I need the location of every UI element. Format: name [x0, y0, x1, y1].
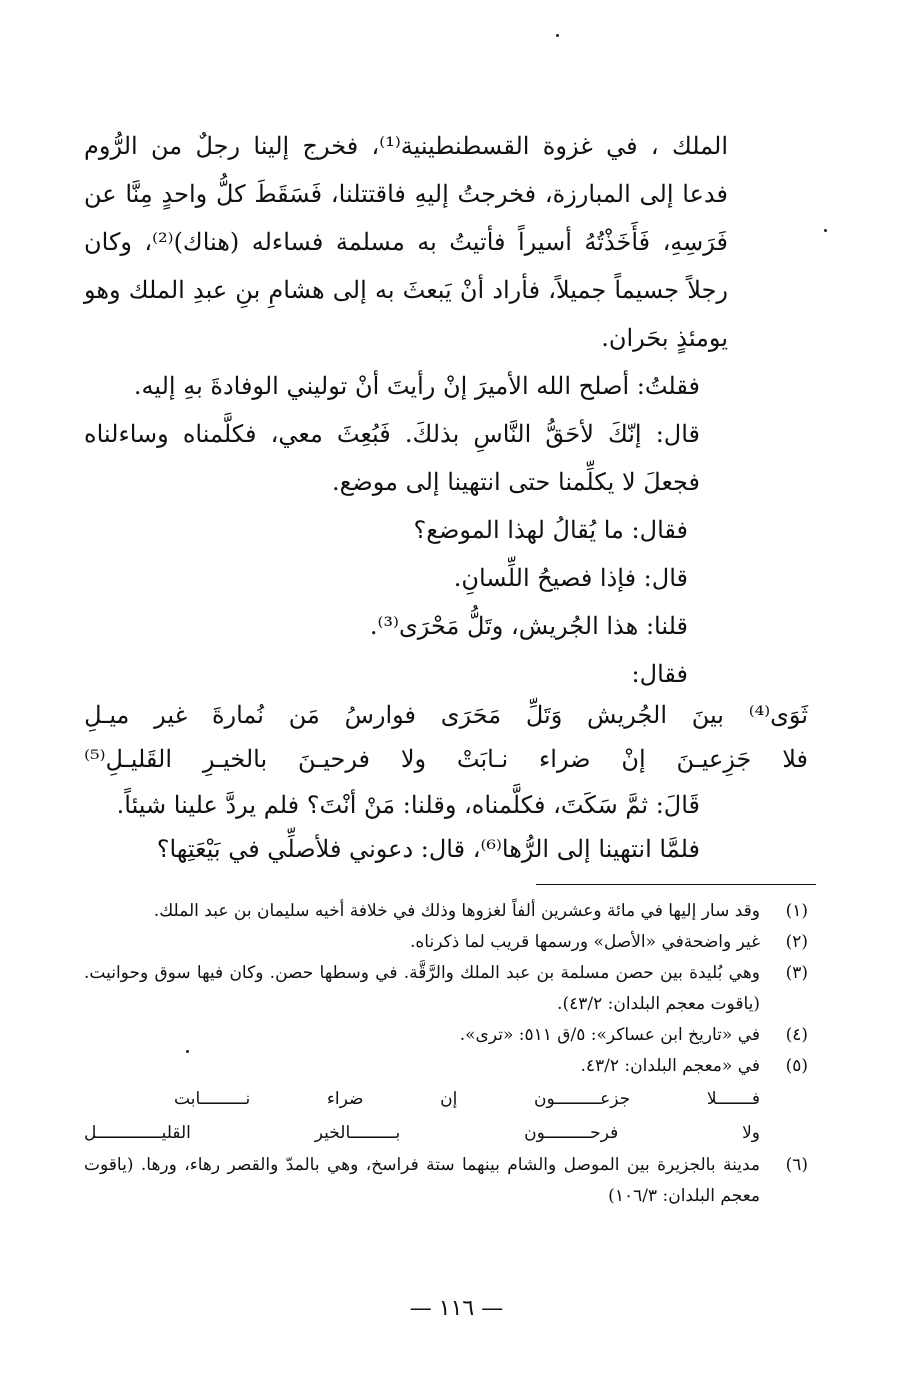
footnote-verse-line-2: [84, 1116, 760, 1150]
poem-word: القَليـلِ⁽⁵⁾: [84, 745, 173, 773]
dialogue-line: قلنا: هذا الجُريش، وتَلُّ مَحْرَى⁽³⁾.: [369, 612, 688, 640]
footnote-2: [84, 927, 808, 958]
verse-word: نـــــــــابت: [174, 1089, 251, 1109]
footnote-text: وقد سار إليها في مائة وعشرين ألفاً لغزوها وذلك في خلافة أخيه سليمان بن عبد الملك.: [153, 901, 760, 921]
verse-word: جزعـــــــــون: [534, 1089, 631, 1109]
text-line: إلى المبارزة، فخرجتُ إليهِ فاقتتلنا، فَسَقَطَ كلُّ واحدٍ مِنَّا عن فَرَسِهِ،: [84, 180, 728, 256]
poem: [84, 693, 808, 781]
dialogue-line: فقلتُ: أصلح الله الأميرَ إنْ رأيتَ أنْ توليني الوفادةَ بهِ إليه.: [133, 372, 700, 400]
scan-speck: [824, 229, 827, 232]
footnote-number: (٤): [785, 1025, 808, 1045]
text-line: جسيماً جميلاً، فأراد أنْ يَبعثَ به إلى هشامِ بنِ عبدِ الملك وهو يومئذٍ: [84, 276, 728, 352]
verse-word: ضراء: [326, 1089, 364, 1109]
verse-word: القليـــــــــــــل: [84, 1123, 191, 1143]
dialogue-line: فقال: ما يُقالُ لهذا الموضع؟: [413, 516, 688, 544]
after-poem-text: [84, 783, 728, 871]
dialogue-line: قال: فإذا فصيحُ اللِّسانِ.: [453, 564, 688, 592]
dialogue-line: فقال:: [631, 660, 688, 688]
poem-word: ثَوَى⁽⁴⁾: [748, 701, 808, 729]
text-line: قال: إنّكَ لأحَقُّ النَّاسِ بذلكَ. فَبُعِثَ معي، فكلَّمناه وساءلناه فجعلَ: [84, 420, 700, 496]
poem-word: فرحيـنَ: [297, 745, 371, 773]
scan-speck: [556, 34, 559, 37]
poem-word: ميـلِ: [84, 701, 130, 729]
text-line: الملك ، في غزوة القسطنطينية⁽¹⁾، فخرج إلينا رجلٌ من الرُّوم فدعا: [84, 132, 728, 208]
poem-word: فلا: [782, 745, 808, 773]
text-line: لا يكلِّمنا حتى انتهينا إلى موضع.: [331, 468, 636, 496]
footnote-6: [84, 1150, 808, 1212]
footnote-number: (٣): [785, 963, 808, 983]
poem-word: فوارسُ: [344, 701, 416, 729]
footnote-5: [84, 1051, 808, 1082]
poem-word: مَحَرَى: [440, 701, 502, 729]
footnote-verse-line-1: [84, 1082, 760, 1116]
verse-word: إن: [440, 1089, 458, 1109]
footnote-text: في «تاريخ ابن عساكر»: ٥/ق ٥١١: «ترى».: [459, 1025, 760, 1045]
footnote-4: [84, 1020, 808, 1051]
verse-word: فـــــــلا: [706, 1089, 760, 1109]
footnote-number: (١): [785, 901, 808, 921]
footnotes: [84, 896, 808, 1212]
footnote-number: (٢): [785, 932, 808, 952]
poem-word: وَتَلِّ: [525, 701, 563, 729]
footnote-text: غير واضحةفي «الأصل» ورسمها قريب لما ذكرناه.: [410, 932, 760, 952]
footnote-text: في «معجم البلدان: ٤٣/٢.: [580, 1056, 760, 1076]
poem-word: مَن: [288, 701, 320, 729]
verse-word: ولا: [742, 1123, 760, 1143]
scan-speck: [186, 1050, 189, 1053]
text-line: فلمَّا انتهينا إلى الرُّها⁽⁶⁾، قال: دعوني فلأصلِّي في بَيْعَتِها؟: [156, 835, 700, 863]
verse-word: فرحـــــــــون: [524, 1123, 619, 1143]
poem-word: إنْ: [621, 745, 646, 773]
footnote-3: [84, 958, 808, 1020]
text-line: بحَران.: [601, 324, 669, 352]
poem-word: ولا: [400, 745, 427, 773]
poem-word: جَزِعيـنَ: [676, 745, 752, 773]
main-text: [84, 122, 728, 698]
text-line: فَأَخَذْتُهُ أسيراً فأتيتُ به مسلمة فساءله (هناك)⁽²⁾، وكان رجلاً: [84, 228, 728, 304]
footnote-separator: [536, 884, 816, 885]
poem-word: نُمارةَ: [211, 701, 264, 729]
narrative-paragraph: [84, 122, 728, 362]
footnote-text: وهي بُليدة بين حصن مسلمة بن عبد الملك والرَّقَّة. في وسطها حصن. وكان فيها سوق وحوانيت. (ياقوت معجم البلدان: ٤٣/٢).: [84, 963, 760, 1014]
poem-word: بينَ: [691, 701, 724, 729]
poem-word: بالخيـرِ: [202, 745, 268, 773]
footnote-number: (٥): [785, 1056, 808, 1076]
footnote-1: [84, 896, 808, 927]
poem-line-2: [84, 737, 808, 781]
poem-line-1: [84, 693, 808, 737]
poem-word: غير: [154, 701, 188, 729]
text-line: قَالَ: ثمَّ سَكَتَ، فكلَّمناه، وقلنا: مَنْ أنْتَ؟ فلم يردَّ علينا شيئاً.: [116, 791, 700, 819]
poem-word: ضراء: [538, 745, 591, 773]
poem-word: نـابَتْ: [456, 745, 509, 773]
page-number: — ١١٦ —: [409, 1296, 504, 1321]
footnote-number: (٦): [785, 1155, 808, 1175]
verse-word: بـــــــــالخير: [314, 1123, 401, 1143]
dialogue-line: [84, 410, 728, 506]
footnote-text: مدينة بالجزيرة بين الموصل والشام بينهما ستة فراسخ، وهي بالمدّ والقصر رهاء، ورها. (ياقوت معجم البلدان: ١٠٦/٣): [84, 1155, 760, 1206]
poem-word: الجُريش: [587, 701, 668, 729]
